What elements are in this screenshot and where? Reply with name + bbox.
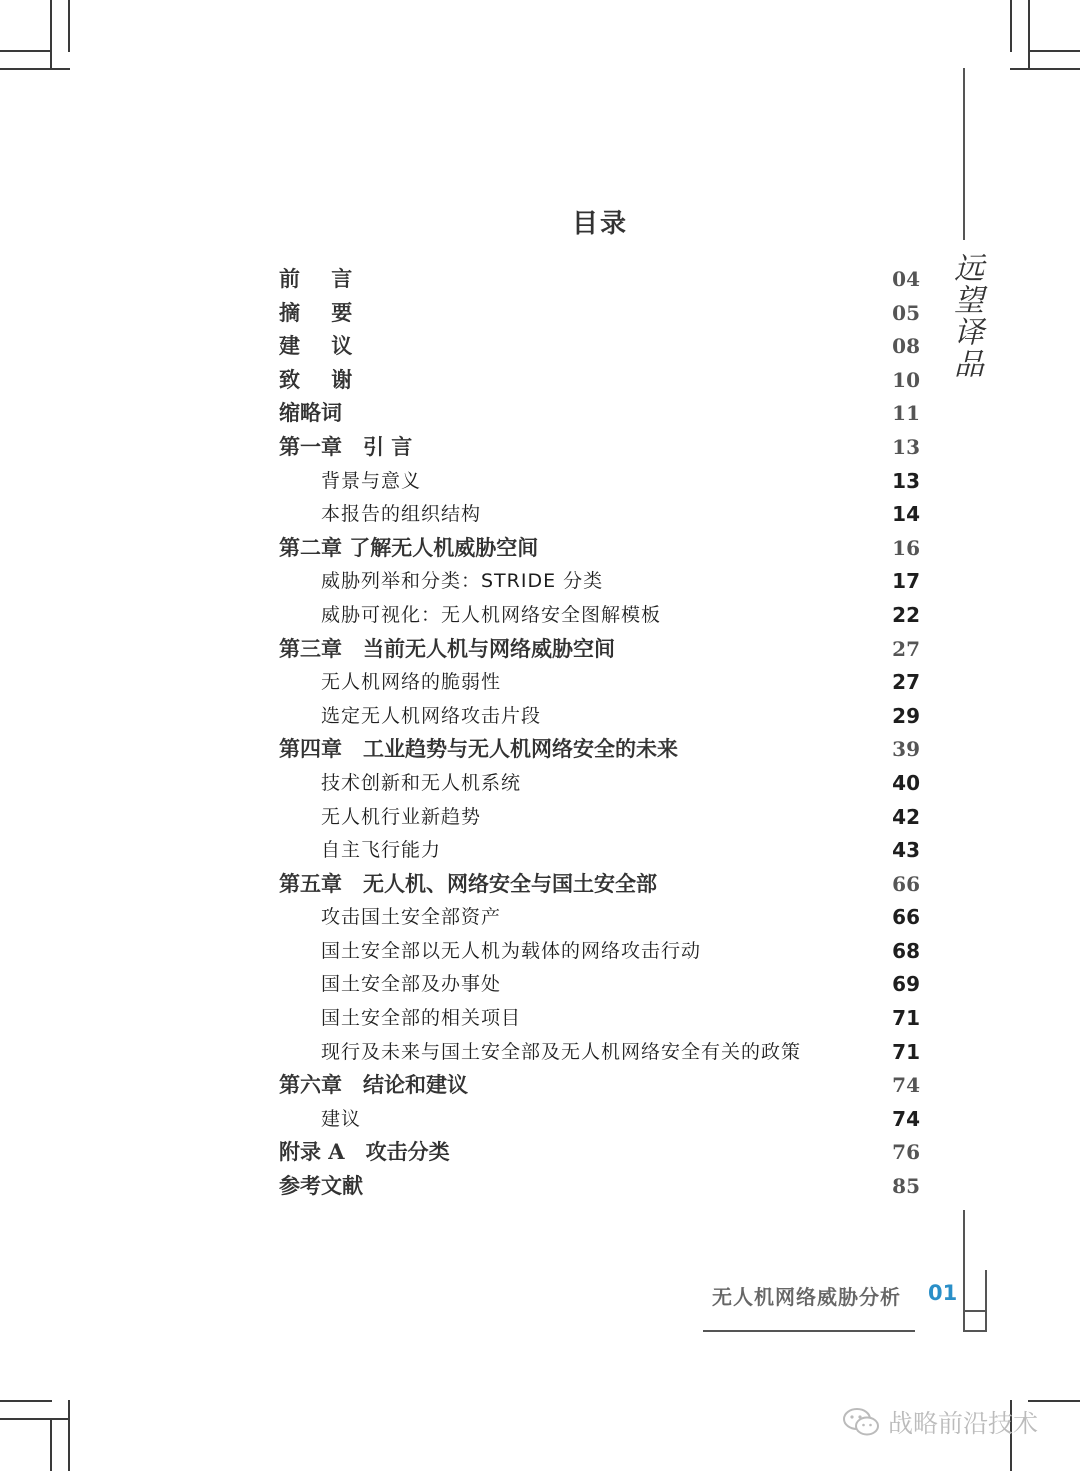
toc-entry-page: 22 — [892, 602, 920, 627]
toc-entry-chapter[interactable] — [0, 430, 1080, 464]
toc-entry-chapter[interactable] — [0, 1135, 1080, 1169]
toc-entry-chapter[interactable] — [0, 296, 1080, 330]
toc-entry-label: 威胁列举和分类：STRIDE 分类 — [321, 570, 604, 593]
toc-entry-section[interactable] — [0, 900, 1080, 934]
wechat-icon — [842, 1407, 880, 1437]
toc-entry-section[interactable] — [0, 1001, 1080, 1035]
toc-entry-page: 27 — [892, 670, 920, 695]
toc-entry-label: 参考文献 — [279, 1173, 363, 1199]
footer-page-number: 01 — [928, 1281, 958, 1305]
toc-entry-label: 国土安全部及办事处 — [321, 973, 502, 996]
toc-entry-section[interactable] — [0, 934, 1080, 968]
toc-list — [0, 262, 1080, 1203]
footer-title: 无人机网络威胁分析 — [712, 1285, 901, 1309]
toc-entry-chapter[interactable] — [0, 363, 1080, 397]
toc-entry-page: 05 — [892, 300, 920, 325]
toc-entry-label: 攻击国土安全部资产 — [321, 906, 502, 929]
crop-mark-top-left-v2 — [50, 0, 52, 70]
crop-mark-bottom-left-v2 — [50, 1418, 52, 1471]
toc-entry-page: 40 — [892, 770, 920, 795]
toc-entry-label: 第六章 结论和建议 — [279, 1072, 468, 1098]
crop-mark-top-left-h — [0, 50, 52, 52]
toc-entry-chapter[interactable] — [0, 262, 1080, 296]
toc-entry-page: 74 — [892, 1073, 920, 1098]
crop-mark-bottom-left-h2 — [0, 1418, 70, 1420]
toc-entry-label: 背景与意义 — [321, 469, 422, 492]
toc-entry-chapter[interactable] — [0, 396, 1080, 430]
toc-entry-section[interactable] — [0, 598, 1080, 632]
toc-entry-label: 选定无人机网络攻击片段 — [321, 704, 542, 727]
toc-entry-chapter[interactable] — [0, 632, 1080, 666]
crop-mark-top-right-h2 — [1010, 68, 1080, 70]
toc-entry-label: 无人机行业新趋势 — [321, 805, 482, 828]
toc-entry-label: 国土安全部的相关项目 — [321, 1007, 522, 1030]
footer-rule-bracket-v — [985, 1270, 987, 1332]
toc-entry-label: 第五章 无人机、网络安全与国土安全部 — [279, 870, 657, 896]
toc-entry-page: 85 — [892, 1174, 920, 1199]
toc-entry-label: 建 议 — [279, 333, 365, 359]
crop-mark-bottom-right-h — [1028, 1400, 1080, 1402]
toc-entry-page: 13 — [892, 468, 920, 493]
toc-entry-page: 13 — [892, 434, 920, 459]
toc-entry-chapter[interactable] — [0, 1169, 1080, 1203]
toc-entry-label: 自主飞行能力 — [321, 839, 442, 862]
footer-rule-bracket-h — [963, 1330, 987, 1332]
toc-entry-section[interactable] — [0, 564, 1080, 598]
toc-entry-label: 第三章 当前无人机与网络威胁空间 — [279, 635, 615, 661]
footer-rule-short — [963, 1310, 987, 1312]
crop-mark-top-left-v — [68, 0, 70, 52]
toc-entry-section[interactable] — [0, 1102, 1080, 1136]
crop-mark-top-left-h2 — [0, 68, 70, 70]
side-brand: 远望译品 — [948, 252, 983, 380]
toc-entry-label: 无人机网络的脆弱性 — [321, 671, 502, 694]
toc-entry-page: 66 — [892, 871, 920, 896]
footer-rule-long — [703, 1330, 915, 1332]
toc-entry-label: 现行及未来与国土安全部及无人机网络安全有关的政策 — [321, 1040, 802, 1063]
toc-entry-page: 04 — [892, 267, 920, 291]
toc-entry-section[interactable] — [0, 766, 1080, 800]
toc-entry-section[interactable] — [0, 967, 1080, 1001]
toc-entry-page: 69 — [892, 972, 920, 997]
toc-entry-chapter[interactable] — [0, 531, 1080, 565]
toc-entry-section[interactable] — [0, 699, 1080, 733]
side-rule-bottom — [963, 1210, 965, 1332]
toc-entry-section[interactable] — [0, 464, 1080, 498]
toc-entry-page: 71 — [892, 1006, 920, 1031]
toc-entry-page: 17 — [892, 569, 920, 594]
toc-entry-page: 14 — [892, 502, 920, 527]
toc-entry-page: 16 — [892, 535, 920, 560]
toc-entry-chapter[interactable] — [0, 867, 1080, 901]
toc-entry-section[interactable] — [0, 665, 1080, 699]
toc-entry-section[interactable] — [0, 1035, 1080, 1069]
toc-entry-label: 第二章 了解无人机威胁空间 — [279, 534, 539, 560]
toc-entry-label: 建议 — [321, 1107, 362, 1130]
toc-entry-label: 技术创新和无人机系统 — [321, 771, 522, 794]
toc-entry-page: 76 — [892, 1140, 920, 1165]
toc-entry-page: 08 — [892, 334, 920, 359]
toc-entry-label: 威胁可视化：无人机网络安全图解模板 — [321, 603, 662, 626]
crop-mark-top-right-h — [1028, 50, 1080, 52]
toc-entry-page: 42 — [892, 804, 920, 829]
toc-entry-section[interactable] — [0, 833, 1080, 867]
crop-mark-top-right-v — [1010, 0, 1012, 52]
crop-mark-top-right-v2 — [1028, 0, 1030, 70]
toc-entry-chapter[interactable] — [0, 732, 1080, 766]
watermark-text: 战略前沿技术 — [888, 1409, 1039, 1438]
toc-entry-label: 附录 A 攻击分类 — [279, 1139, 450, 1165]
toc-entry-chapter[interactable] — [0, 1068, 1080, 1102]
toc-entry-page: 11 — [892, 401, 920, 426]
toc-title: 目录 — [571, 209, 628, 239]
toc-entry-page: 29 — [892, 703, 920, 728]
toc-entry-label: 国土安全部以无人机为载体的网络攻击行动 — [321, 939, 702, 962]
toc-entry-label: 前 言 — [279, 266, 365, 291]
toc-entry-page: 71 — [892, 1039, 920, 1064]
crop-mark-bottom-left-h — [0, 1400, 52, 1402]
toc-entry-page: 10 — [892, 367, 920, 392]
toc-entry-page: 66 — [892, 905, 920, 930]
toc-entry-page: 74 — [892, 1106, 920, 1131]
toc-entry-label: 摘 要 — [279, 299, 365, 325]
toc-entry-page: 68 — [892, 938, 920, 963]
toc-entry-page: 27 — [892, 636, 920, 661]
toc-entry-label: 缩略词 — [279, 400, 342, 426]
toc-entry-label: 第一章 引 言 — [279, 433, 413, 459]
toc-entry-label: 本报告的组织结构 — [321, 503, 482, 526]
toc-entry-section[interactable] — [0, 497, 1080, 531]
toc-entry-section[interactable] — [0, 800, 1080, 834]
toc-entry-label: 第四章 工业趋势与无人机网络安全的未来 — [279, 736, 678, 762]
toc-entry-page: 39 — [892, 737, 920, 762]
toc-entry-label: 致 谢 — [279, 366, 365, 392]
toc-entry-chapter[interactable] — [0, 329, 1080, 363]
toc-entry-page: 43 — [892, 838, 920, 863]
watermark — [842, 1404, 1038, 1440]
crop-mark-bottom-left-v — [68, 1400, 70, 1471]
